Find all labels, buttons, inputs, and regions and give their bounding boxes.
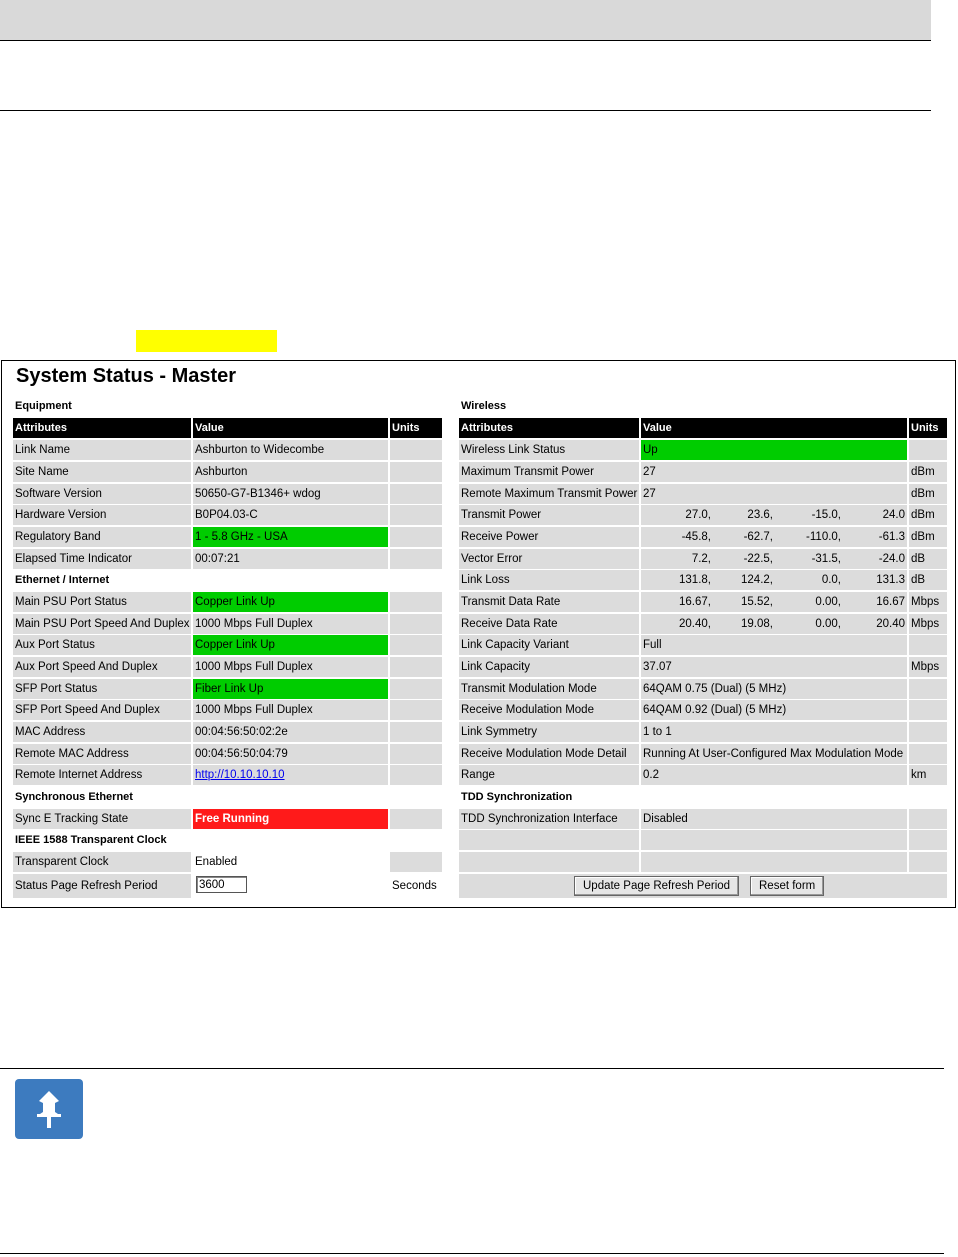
value-refresh-period xyxy=(193,874,388,898)
empty-cell xyxy=(641,830,907,850)
units-cell: Mbps xyxy=(909,657,947,677)
stat-value: -61.3 xyxy=(878,531,905,543)
value-hardware-version: B0P04.03-C xyxy=(193,505,388,525)
stat-value: 20.40, xyxy=(679,618,711,630)
units-cell: dBm xyxy=(909,527,947,547)
attr-range: Range xyxy=(459,765,639,785)
empty-cell xyxy=(909,830,947,850)
divider xyxy=(0,1253,944,1254)
empty-cell xyxy=(459,852,639,872)
stat-value: 131.8, xyxy=(679,574,711,586)
value-remote-internet-address xyxy=(193,765,388,785)
empty-cell xyxy=(641,852,907,872)
value-receive-data-rate xyxy=(641,614,907,634)
value-receive-modulation-mode: 64QAM 0.92 (Dual) (5 MHz) xyxy=(641,700,907,720)
units-cell xyxy=(390,679,442,699)
stat-value: 24.0 xyxy=(882,509,905,521)
attr-transparent-clock: Transparent Clock xyxy=(13,852,191,872)
ethernet-heading: Ethernet / Internet xyxy=(15,574,110,586)
value-vector-error xyxy=(641,549,907,569)
attr-refresh-period: Status Page Refresh Period xyxy=(13,874,191,898)
highlight-mark xyxy=(136,330,277,352)
attr-vector-error: Vector Error xyxy=(459,549,639,569)
value-wireless-link-status: Up xyxy=(641,440,907,460)
attr-aux-speed: Aux Port Speed And Duplex xyxy=(13,657,191,677)
system-status-screenshot xyxy=(1,360,956,908)
table-row xyxy=(13,462,442,482)
attr-link-symmetry: Link Symmetry xyxy=(459,722,639,742)
attr-mac-address: MAC Address xyxy=(13,722,191,742)
units-header: Units xyxy=(909,418,947,438)
value-header: Value xyxy=(641,418,907,438)
attr-sfp-port-status: SFP Port Status xyxy=(13,679,191,699)
attr-receive-modulation-detail: Receive Modulation Mode Detail xyxy=(459,744,639,764)
value-remote-mac: 00:04:56:50:04:79 xyxy=(193,744,388,764)
units-cell: Mbps xyxy=(909,592,947,612)
attr-aux-port-status: Aux Port Status xyxy=(13,635,191,655)
update-refresh-period-button[interactable]: Update Page Refresh Period xyxy=(574,876,739,896)
value-link-name: Ashburton to Widecombe xyxy=(193,440,388,460)
table-row xyxy=(13,700,442,720)
stat-value: -45.8, xyxy=(681,531,711,543)
value-main-psu-status: Copper Link Up xyxy=(193,592,388,612)
units-cell xyxy=(909,635,947,655)
units-cell xyxy=(390,592,442,612)
units-cell xyxy=(909,700,947,720)
attr-hardware-version: Hardware Version xyxy=(13,505,191,525)
units-cell xyxy=(909,679,947,699)
table-row xyxy=(13,614,442,634)
stat-value: -62.7, xyxy=(743,531,773,543)
attr-regulatory-band: Regulatory Band xyxy=(13,527,191,547)
units-cell xyxy=(390,635,442,655)
table-row xyxy=(13,657,442,677)
attr-tdd-interface: TDD Synchronization Interface xyxy=(459,809,639,829)
units-cell xyxy=(390,744,442,764)
attr-main-psu-speed: Main PSU Port Speed And Duplex xyxy=(13,614,191,634)
stat-value: 16.67 xyxy=(876,596,905,608)
value-elapsed-time: 00:07:21 xyxy=(193,549,388,569)
stat-value: -110.0, xyxy=(806,531,841,543)
value-link-symmetry: 1 to 1 xyxy=(641,722,907,742)
value-transmit-modulation-mode: 64QAM 0.75 (Dual) (5 MHz) xyxy=(641,679,907,699)
equipment-heading: Equipment xyxy=(15,400,72,412)
table-row xyxy=(459,830,947,850)
stat-value: 23.6, xyxy=(747,509,773,521)
table-row xyxy=(459,462,947,482)
table-row xyxy=(459,809,947,829)
units-cell: dBm xyxy=(909,462,947,482)
units-cell xyxy=(909,440,947,460)
attr-link-loss: Link Loss xyxy=(459,570,639,590)
table-row xyxy=(13,852,442,872)
attr-link-name: Link Name xyxy=(13,440,191,460)
value-transmit-data-rate xyxy=(641,592,907,612)
units-cell: dBm xyxy=(909,505,947,525)
value-aux-port-status: Copper Link Up xyxy=(193,635,388,655)
table-row xyxy=(459,679,947,699)
value-link-capacity: 37.07 xyxy=(641,657,907,677)
table-row xyxy=(459,700,947,720)
value-receive-power xyxy=(641,527,907,547)
value-mac-address: 00:04:56:50:02:2e xyxy=(193,722,388,742)
reset-form-button[interactable]: Reset form xyxy=(750,876,824,896)
units-cell xyxy=(390,440,442,460)
value-receive-modulation-detail: Running At User-Configured Max Modulation Mode xyxy=(641,744,907,764)
value-site-name: Ashburton xyxy=(193,462,388,482)
table-row xyxy=(459,852,947,872)
attr-receive-power: Receive Power xyxy=(459,527,639,547)
equipment-table-header xyxy=(13,418,442,438)
note-pin-icon xyxy=(15,1079,83,1139)
table-row xyxy=(459,484,947,504)
units-cell: km xyxy=(909,765,947,785)
page-title: System Status - Master xyxy=(16,365,237,387)
units-cell xyxy=(390,549,442,569)
units-cell xyxy=(390,614,442,634)
value-regulatory-band: 1 - 5.8 GHz - USA xyxy=(193,527,388,547)
table-row xyxy=(459,440,947,460)
stat-value: 0.00, xyxy=(815,596,841,608)
table-row xyxy=(459,570,947,590)
value-sfp-speed: 1000 Mbps Full Duplex xyxy=(193,700,388,720)
units-cell xyxy=(390,505,442,525)
attr-transmit-power: Transmit Power xyxy=(459,505,639,525)
table-row xyxy=(13,549,442,569)
attr-site-name: Site Name xyxy=(13,462,191,482)
value-max-transmit-power: 27 xyxy=(641,462,907,482)
table-row xyxy=(13,505,442,525)
units-cell xyxy=(909,722,947,742)
attr-remote-mac: Remote MAC Address xyxy=(13,744,191,764)
units-cell xyxy=(390,809,442,829)
table-row xyxy=(459,657,947,677)
units-cell xyxy=(390,852,442,872)
stat-value: 0.00, xyxy=(815,618,841,630)
stat-value: 7.2, xyxy=(691,553,711,565)
attr-link-capacity-variant: Link Capacity Variant xyxy=(459,635,639,655)
value-header: Value xyxy=(193,418,388,438)
table-row xyxy=(13,484,442,504)
attr-main-psu-status: Main PSU Port Status xyxy=(13,592,191,612)
stat-value: 20.40 xyxy=(876,618,905,630)
wireless-table-header xyxy=(459,418,947,438)
table-row xyxy=(13,592,442,612)
button-row-bg xyxy=(459,874,947,898)
divider xyxy=(0,1068,944,1069)
wireless-heading: Wireless xyxy=(461,400,507,412)
stat-value: 16.67, xyxy=(679,596,711,608)
value-range: 0.2 xyxy=(641,765,907,785)
stat-value: 124.2, xyxy=(741,574,773,586)
units-cell xyxy=(390,700,442,720)
document-header-bar xyxy=(0,0,931,41)
units-cell: dB xyxy=(909,549,947,569)
attr-max-transmit-power: Maximum Transmit Power xyxy=(459,462,639,482)
attr-remote-internet-address: Remote Internet Address xyxy=(13,765,191,785)
attributes-header: Attributes xyxy=(459,418,639,438)
attr-remote-max-transmit-power: Remote Maximum Transmit Power xyxy=(459,484,639,504)
button-row xyxy=(459,874,947,898)
table-row xyxy=(13,809,442,829)
table-row xyxy=(459,592,947,612)
units-cell xyxy=(390,527,442,547)
attr-sync-e-state: Sync E Tracking State xyxy=(13,809,191,829)
stat-value: 27.0, xyxy=(685,509,711,521)
units-header: Units xyxy=(390,418,442,438)
value-link-capacity-variant: Full xyxy=(641,635,907,655)
divider xyxy=(0,110,931,111)
value-sync-e-state: Free Running xyxy=(193,809,388,829)
table-row xyxy=(459,505,947,525)
table-row xyxy=(459,635,947,655)
value-remote-max-transmit-power: 27 xyxy=(641,484,907,504)
units-cell: Mbps xyxy=(909,614,947,634)
attr-sfp-speed: SFP Port Speed And Duplex xyxy=(13,700,191,720)
sync-heading: Synchronous Ethernet xyxy=(15,791,133,803)
value-transparent-clock: Enabled xyxy=(193,852,388,872)
stat-value: 0.0, xyxy=(821,574,841,586)
attr-transmit-modulation-mode: Transmit Modulation Mode xyxy=(459,679,639,699)
attr-transmit-data-rate: Transmit Data Rate xyxy=(459,592,639,612)
tdd-heading: TDD Synchronization xyxy=(461,791,573,803)
table-row xyxy=(13,679,442,699)
units-cell xyxy=(390,765,442,785)
table-row xyxy=(459,527,947,547)
value-sfp-port-status: Fiber Link Up xyxy=(193,679,388,699)
table-row xyxy=(459,549,947,569)
table-row xyxy=(13,635,442,655)
attr-receive-modulation-mode: Receive Modulation Mode xyxy=(459,700,639,720)
stat-value: -15.0, xyxy=(811,509,841,521)
units-cell: dBm xyxy=(909,484,947,504)
table-row xyxy=(459,744,947,764)
empty-cell xyxy=(459,830,639,850)
ieee-heading: IEEE 1588 Transparent Clock xyxy=(15,834,167,846)
remote-address-link[interactable]: http://10.10.10.10 xyxy=(195,769,285,781)
stat-value: 131.3 xyxy=(876,574,905,586)
attributes-header: Attributes xyxy=(13,418,191,438)
attr-link-capacity: Link Capacity xyxy=(459,657,639,677)
table-row xyxy=(13,440,442,460)
empty-cell xyxy=(909,852,947,872)
units-cell xyxy=(390,462,442,482)
table-row xyxy=(459,765,947,785)
value-tdd-interface: Disabled xyxy=(641,809,907,829)
table-row xyxy=(459,722,947,742)
value-software-version: 50650-G7-B1346+ wdog xyxy=(193,484,388,504)
table-row xyxy=(13,527,442,547)
value-transmit-power xyxy=(641,505,907,525)
table-row xyxy=(459,614,947,634)
refresh-period-input[interactable] xyxy=(196,876,247,893)
stat-value: 19.08, xyxy=(741,618,773,630)
table-row xyxy=(13,765,442,785)
units-cell xyxy=(909,809,947,829)
table-row xyxy=(13,874,442,898)
refresh-units: Seconds xyxy=(390,874,442,898)
units-cell xyxy=(909,744,947,764)
attr-wireless-link-status: Wireless Link Status xyxy=(459,440,639,460)
value-main-psu-speed: 1000 Mbps Full Duplex xyxy=(193,614,388,634)
stat-value: -31.5, xyxy=(811,553,841,565)
table-row xyxy=(13,722,442,742)
units-cell xyxy=(390,484,442,504)
attr-elapsed-time: Elapsed Time Indicator xyxy=(13,549,191,569)
value-link-loss xyxy=(641,570,907,590)
stat-value: 15.52, xyxy=(741,596,773,608)
units-cell xyxy=(390,657,442,677)
units-cell xyxy=(390,722,442,742)
attr-receive-data-rate: Receive Data Rate xyxy=(459,614,639,634)
attr-software-version: Software Version xyxy=(13,484,191,504)
value-aux-speed: 1000 Mbps Full Duplex xyxy=(193,657,388,677)
table-row xyxy=(13,744,442,764)
stat-value: -24.0 xyxy=(878,553,905,565)
stat-value: -22.5, xyxy=(743,553,773,565)
units-cell: dB xyxy=(909,570,947,590)
